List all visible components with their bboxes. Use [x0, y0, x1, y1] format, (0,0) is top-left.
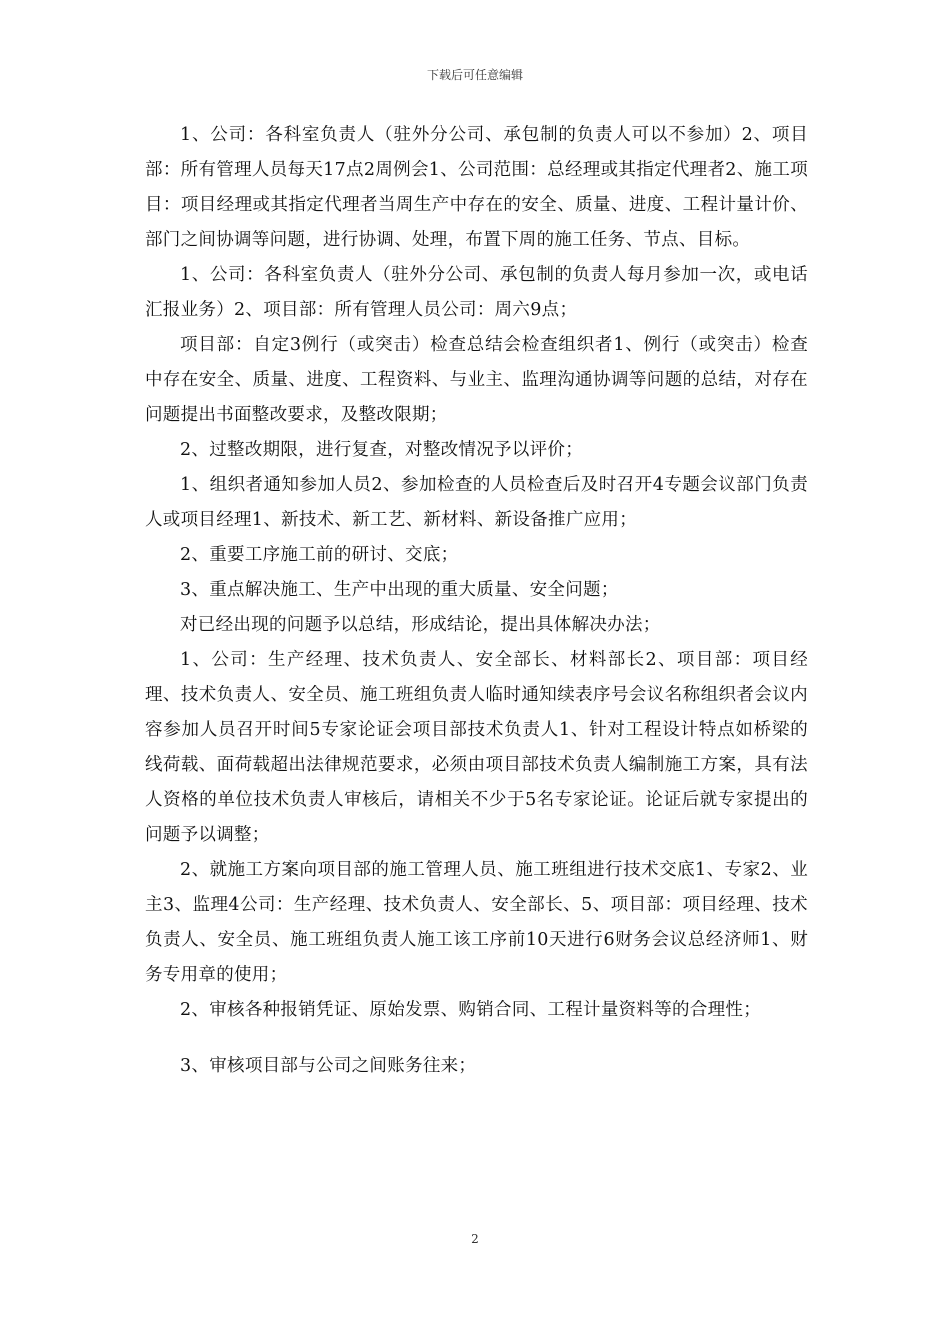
paragraph-1: 1、公司：各科室负责人（驻外分公司、承包制的负责人可以不参加）2、项目部：所有管理人员每天17点2周例会1、公司范围：总经理或其指定代理者2、施工项目：项目经理或其指定代理者当周生产中存在的安全、质量、进度、工程计量计价、部门之间协调等问题，进行协调、处理，布置下周的施工任务、节点、目标。: [145, 125, 808, 250]
page-number: 2: [471, 1232, 479, 1246]
page-header: 下载后可任意编辑: [426, 68, 523, 82]
paragraph-6: 2、重要工序施工前的研讨、交底；: [180, 545, 459, 565]
paragraph-11: 2、审核各种报销凭证、原始发票、购销合同、工程计量资料等的合理性；: [180, 1000, 762, 1020]
paragraph-9: 1、公司：生产经理、技术负责人、安全部长、材料部长2、项目部：项目经理、技术负责人、安全员、施工班组负责人临时通知续表序号会议名称组织者会议内容参加人员召开时间5专家论证会项目部技术负责人1、针对工程设计特点如桥梁的线荷载、面荷载超出法律规范要求，必须由项目部技术负责人编制施工方案，具有法人资格的单位技术负责人审核后，请相关不少于5名专家论证。论证后就专家提出的问题予以调整；: [145, 650, 808, 845]
paragraph-2: 1、公司：各科室负责人（驻外分公司、承包制的负责人每月参加一次，或电话汇报业务）2、项目部：所有管理人员公司：周六9点；: [145, 265, 808, 320]
document-body: [145, 118, 808, 1084]
paragraph-4: 2、过整改期限，进行复查，对整改情况予以评价；: [180, 440, 584, 460]
paragraph-12: 3、审核项目部与公司之间账务往来；: [180, 1056, 477, 1076]
paragraph-3: 项目部：自定3例行（或突击）检查总结会检查组织者1、例行（或突击）检查中存在安全、质量、进度、工程资料、与业主、监理沟通协调等问题的总结，对存在问题提出书面整改要求，及整改限期；: [145, 335, 808, 425]
paragraph-10: 2、就施工方案向项目部的施工管理人员、施工班组进行技术交底1、专家2、业主3、监理4公司：生产经理、技术负责人、安全部长、5、项目部：项目经理、技术负责人、安全员、施工班组负责人施工该工序前10天进行6财务会议总经济师1、财务专用章的使用；: [145, 860, 808, 985]
paragraph-5: 1、组织者通知参加人员2、参加检查的人员检查后及时召开4专题会议部门负责人或项目经理1、新技术、新工艺、新材料、新设备推广应用；: [145, 475, 808, 530]
paragraph-7: 3、重点解决施工、生产中出现的重大质量、安全问题；: [180, 580, 619, 600]
paragraph-8: 对已经出现的问题予以总结，形成结论，提出具体解决办法；: [180, 615, 661, 635]
